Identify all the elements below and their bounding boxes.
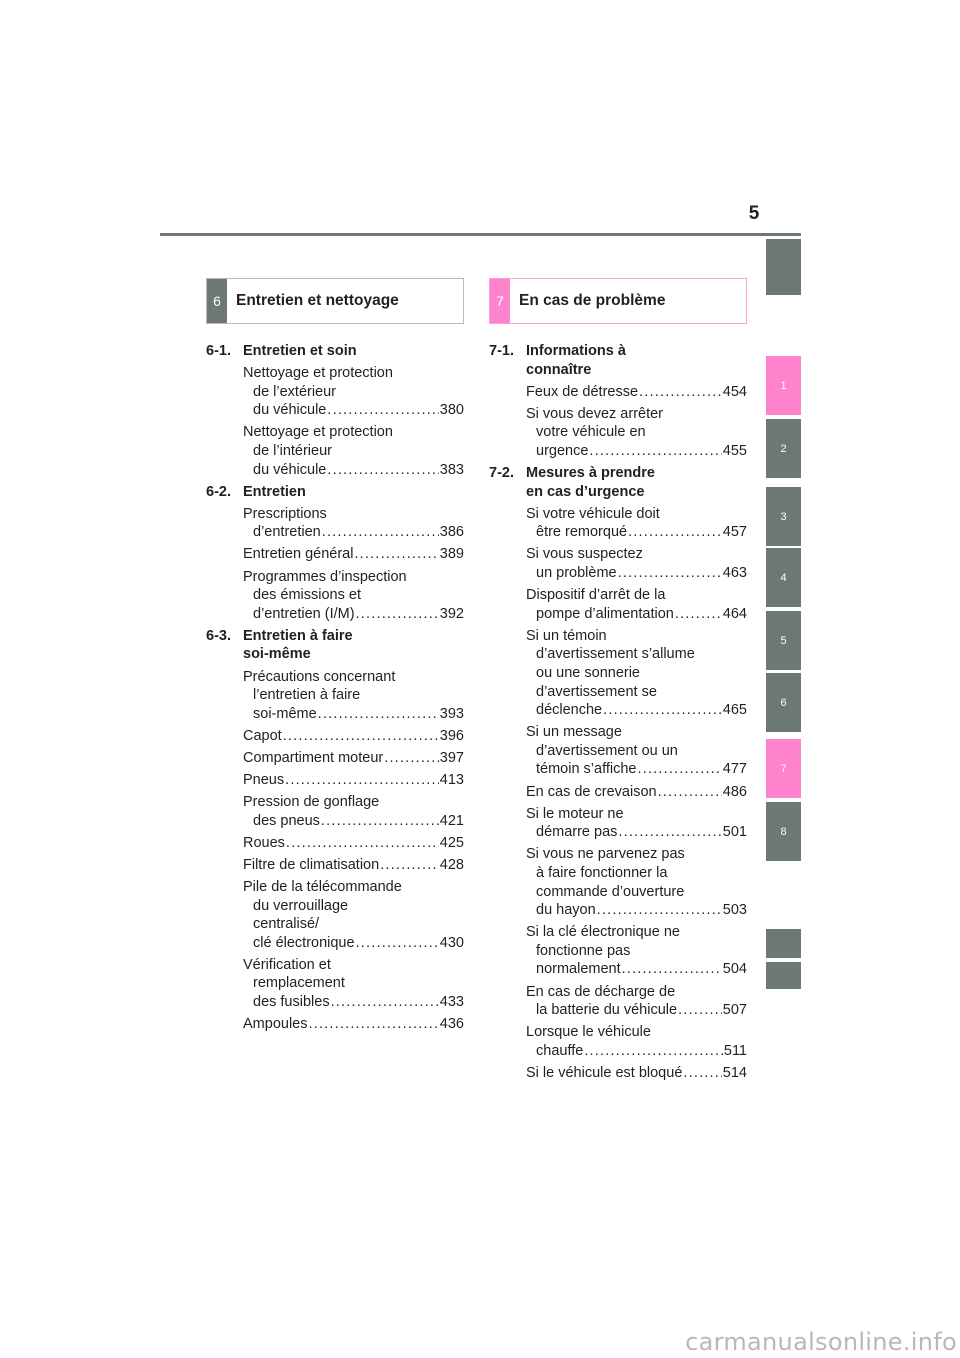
section-number: 6-2. (206, 483, 231, 500)
toc-entry[interactable] (526, 505, 747, 542)
toc-entry-text: Si vous ne parvenez pas (526, 846, 685, 863)
toc-entry-page: 477 (722, 761, 747, 778)
chapter-number-badge: 7 (490, 279, 510, 323)
toc-list (489, 342, 747, 1082)
dot-leader (618, 823, 721, 842)
toc-entry-text: Si le moteur ne (526, 805, 624, 822)
toc-entry-page: 457 (722, 524, 747, 541)
toc-entry-text: En cas de crevaison (526, 783, 657, 800)
dot-leader (675, 605, 722, 624)
toc-entry-page: 430 (439, 934, 464, 951)
dot-leader (589, 442, 721, 461)
toc-entry-text: Dispositif d’arrêt de la (526, 587, 666, 604)
toc-entry-text: En cas de décharge de (526, 983, 676, 1000)
dot-leader (356, 605, 439, 624)
toc-entry[interactable] (526, 405, 747, 461)
toc-entry-text: Entretien général (243, 546, 354, 563)
section-title: Informations à connaître (526, 343, 626, 378)
toc-entry[interactable] (243, 505, 464, 542)
toc-section-heading[interactable] (206, 627, 464, 664)
toc-entry[interactable] (243, 568, 464, 624)
toc-entry[interactable] (243, 423, 464, 479)
toc-entry-text: Si un témoin (526, 627, 607, 644)
toc-entry-text: Si le véhicule est bloqué (526, 1064, 683, 1081)
toc-entry-text: d’avertissement s’allume (536, 646, 695, 663)
toc-entry-page: 464 (722, 605, 747, 622)
toc-section-heading[interactable] (489, 342, 747, 379)
dot-leader (331, 993, 439, 1012)
toc-entry-page: 501 (722, 824, 747, 841)
toc-entry[interactable] (243, 793, 464, 830)
chapter-tab-2[interactable]: 2 (766, 419, 801, 478)
dot-leader (308, 1015, 438, 1034)
chapter-title: Entretien et nettoyage (236, 292, 399, 309)
toc-entry[interactable] (243, 545, 464, 564)
toc-entry-text: du véhicule (253, 402, 327, 419)
toc-column-chapter-7 (489, 278, 747, 1086)
toc-entry-page: 455 (722, 442, 747, 459)
toc-entry-text: Compartiment moteur (243, 749, 384, 766)
toc-entry-text: d’entretien (253, 524, 321, 541)
toc-entry-page: 397 (439, 749, 464, 766)
dot-leader (356, 934, 439, 953)
toc-entry-page: 421 (439, 812, 464, 829)
toc-entry-text: Précautions concernant (243, 668, 396, 685)
toc-entry-page: 396 (439, 727, 464, 744)
toc-entry-text: Lorsque le véhicule (526, 1024, 651, 1041)
toc-entry-text: être remorqué (536, 524, 628, 541)
toc-entry-text: l’entretien à faire (253, 687, 361, 704)
section-title: Entretien à faire soi-même (243, 627, 353, 663)
chapter-tab-blank[interactable] (766, 239, 801, 295)
chapter-tab-blank[interactable] (766, 962, 801, 989)
toc-entry-text: votre véhicule en (536, 424, 646, 441)
toc-entry[interactable] (526, 383, 747, 402)
dot-leader (618, 564, 722, 583)
toc-entry[interactable] (526, 805, 747, 842)
toc-entry[interactable] (243, 834, 464, 853)
toc-entry[interactable] (243, 727, 464, 746)
toc-entry-text: Si vous suspectez (526, 546, 643, 563)
toc-entry-text: témoin s’affiche (536, 761, 637, 778)
dot-leader (380, 856, 439, 875)
toc-entry-text: urgence (536, 442, 589, 459)
chapter-tab-4[interactable]: 4 (766, 548, 801, 607)
toc-entry[interactable] (526, 545, 747, 582)
chapter-header (489, 278, 747, 324)
toc-entry-text: la batterie du véhicule (536, 1002, 678, 1019)
toc-entry-text: Programmes d’inspection (243, 568, 407, 585)
toc-section-heading[interactable] (489, 464, 747, 501)
toc-entry-text: commande d’ouverture (536, 883, 685, 900)
toc-entry[interactable] (243, 1015, 464, 1034)
toc-entry-text: du hayon (536, 902, 596, 919)
section-number: 7-1. (489, 343, 514, 359)
toc-entry[interactable] (526, 783, 747, 802)
toc-entry-text: du verrouillage (253, 897, 349, 914)
section-title: Mesures à prendre en cas d’urgence (526, 465, 655, 500)
section-number: 6-1. (206, 343, 231, 359)
toc-entry-text: d’avertissement se (536, 683, 657, 700)
chapter-tab-6[interactable]: 6 (766, 673, 801, 732)
toc-entry-page: 463 (722, 565, 747, 582)
chapter-tab-blank[interactable] (766, 929, 801, 958)
toc-entry-page: 514 (722, 1064, 747, 1081)
toc-entry[interactable] (526, 1023, 747, 1060)
dot-leader (622, 960, 722, 979)
toc-entry[interactable] (526, 627, 747, 720)
toc-entry-page: 428 (439, 856, 464, 873)
toc-entry-text: de l’intérieur (253, 442, 332, 459)
dot-leader (285, 771, 439, 790)
toc-entry-page: 465 (722, 702, 747, 719)
toc-entry-page: 386 (439, 524, 464, 541)
chapter-header (206, 278, 464, 324)
dot-leader (584, 1042, 723, 1061)
dot-leader (678, 1001, 722, 1020)
toc-entry-text: Pression de gonflage (243, 794, 380, 811)
toc-entry-page: 507 (722, 1002, 747, 1019)
toc-entry-page: 425 (439, 834, 464, 851)
toc-entry[interactable] (526, 923, 747, 979)
toc-entry-page: 380 (439, 402, 464, 419)
toc-entry-text: d’entretien (I/M) (253, 605, 355, 622)
toc-entry-page: 389 (439, 546, 464, 563)
toc-entry-text: Prescriptions (243, 505, 327, 522)
toc-entry-text: Capot (243, 727, 282, 744)
watermark: carmanualsonline.info (685, 1328, 957, 1356)
toc-entry-text: Si votre véhicule doit (526, 505, 660, 522)
toc-entry[interactable] (526, 845, 747, 919)
toc-entry[interactable] (243, 856, 464, 875)
toc-entry-page: 393 (439, 705, 464, 722)
toc-entry-text: Nettoyage et protection (243, 365, 393, 382)
dot-leader (286, 834, 439, 853)
chapter-tab-8[interactable]: 8 (766, 802, 801, 861)
dot-leader (683, 1064, 721, 1083)
dot-leader (327, 401, 438, 420)
chapter-title: En cas de problème (519, 292, 666, 309)
toc-entry-text: Si vous devez arrêter (526, 405, 664, 422)
toc-entry[interactable] (526, 1064, 747, 1083)
toc-entry[interactable] (243, 364, 464, 420)
dot-leader (354, 545, 438, 564)
header-rule (160, 233, 801, 236)
toc-entry[interactable] (243, 749, 464, 768)
toc-entry-text: des pneus (253, 812, 320, 829)
toc-entry-text: d’avertissement ou un (536, 742, 678, 759)
toc-entry-text: Feux de détresse (526, 383, 639, 400)
page-number: 5 (748, 203, 760, 224)
toc-entry-text: remplacement (253, 975, 345, 992)
toc-entry-text: centralisé/ (253, 916, 320, 933)
toc-entry[interactable] (243, 668, 464, 724)
chapter-tab-7[interactable]: 7 (766, 739, 801, 798)
toc-entry-text: ou une sonnerie (536, 665, 640, 681)
toc-entry-page: 504 (722, 961, 747, 978)
toc-entry-text: pompe d’alimentation (536, 605, 674, 622)
toc-entry-text: Pneus (243, 771, 285, 788)
dot-leader (658, 783, 722, 802)
dot-leader (321, 812, 439, 831)
toc-entry-page: 511 (723, 1042, 747, 1059)
chapter-number-badge: 6 (207, 279, 227, 323)
toc-entry-text: Nettoyage et protection (243, 424, 393, 441)
toc-entry[interactable] (526, 586, 747, 623)
toc-entry-page: 486 (722, 783, 747, 800)
toc-entry-text: Ampoules (243, 1016, 308, 1033)
chapter-tab-1[interactable]: 1 (766, 356, 801, 415)
dot-leader (637, 760, 721, 779)
toc-list (206, 342, 464, 1034)
dot-leader (639, 383, 722, 402)
dot-leader (628, 523, 722, 542)
toc-entry-text: démarre pas (536, 824, 618, 841)
toc-entry-text: normalement (536, 961, 621, 978)
chapter-tab-strip (766, 0, 801, 1358)
section-number: 7-2. (489, 465, 514, 482)
toc-entry[interactable] (526, 723, 747, 779)
dot-leader (322, 523, 439, 542)
toc-section-heading[interactable] (206, 342, 464, 361)
toc-section-heading[interactable] (206, 483, 464, 502)
toc-entry-page: 433 (439, 994, 464, 1010)
toc-entry-text: Pile de la télécommande (243, 878, 402, 895)
toc-entry-text: des fusibles (253, 994, 330, 1010)
toc-entry-page: 413 (439, 771, 464, 788)
toc-entry[interactable] (243, 878, 464, 952)
toc-entry-text: Si un message (526, 724, 622, 741)
toc-entry[interactable] (526, 983, 747, 1020)
chapter-tab-3[interactable]: 3 (766, 487, 801, 546)
toc-entry-text: soi-même (253, 705, 317, 722)
toc-entry[interactable] (243, 771, 464, 790)
dot-leader (597, 901, 722, 920)
dot-leader (318, 705, 439, 724)
toc-entry[interactable] (243, 956, 464, 1012)
toc-entry-text: des émissions et (253, 587, 361, 604)
toc-entry-text: fonctionne pas (536, 942, 631, 959)
dot-leader (283, 727, 439, 746)
toc-entry-page: 454 (722, 383, 747, 400)
dot-leader (384, 749, 439, 768)
section-title: Entretien et soin (243, 343, 357, 359)
toc-entry-page: 383 (439, 461, 464, 478)
toc-entry-text: Vérification et (243, 956, 331, 973)
toc-entry-text: chauffe (536, 1042, 584, 1059)
section-number: 6-3. (206, 627, 231, 644)
dot-leader (603, 701, 722, 720)
toc-entry-page: 503 (722, 902, 747, 919)
toc-entry-text: Filtre de climatisation (243, 856, 380, 873)
toc-entry-text: un problème (536, 565, 617, 582)
toc-entry-text: Si la clé électronique ne (526, 924, 680, 941)
toc-entry-text: Roues (243, 834, 285, 851)
toc-entry-text: clé électronique (253, 934, 355, 951)
section-title: Entretien (243, 483, 306, 500)
toc-entry-page: 392 (439, 605, 464, 622)
chapter-tab-5[interactable]: 5 (766, 611, 801, 670)
toc-entry-text: du véhicule (253, 461, 327, 478)
toc-entry-text: déclenche (536, 702, 603, 719)
toc-entry-text: à faire fonctionner la (536, 864, 668, 881)
toc-entry-text: de l’extérieur (253, 383, 337, 400)
toc-column-chapter-6 (206, 278, 464, 1037)
dot-leader (327, 461, 438, 480)
toc-entry-page: 436 (439, 1016, 464, 1033)
